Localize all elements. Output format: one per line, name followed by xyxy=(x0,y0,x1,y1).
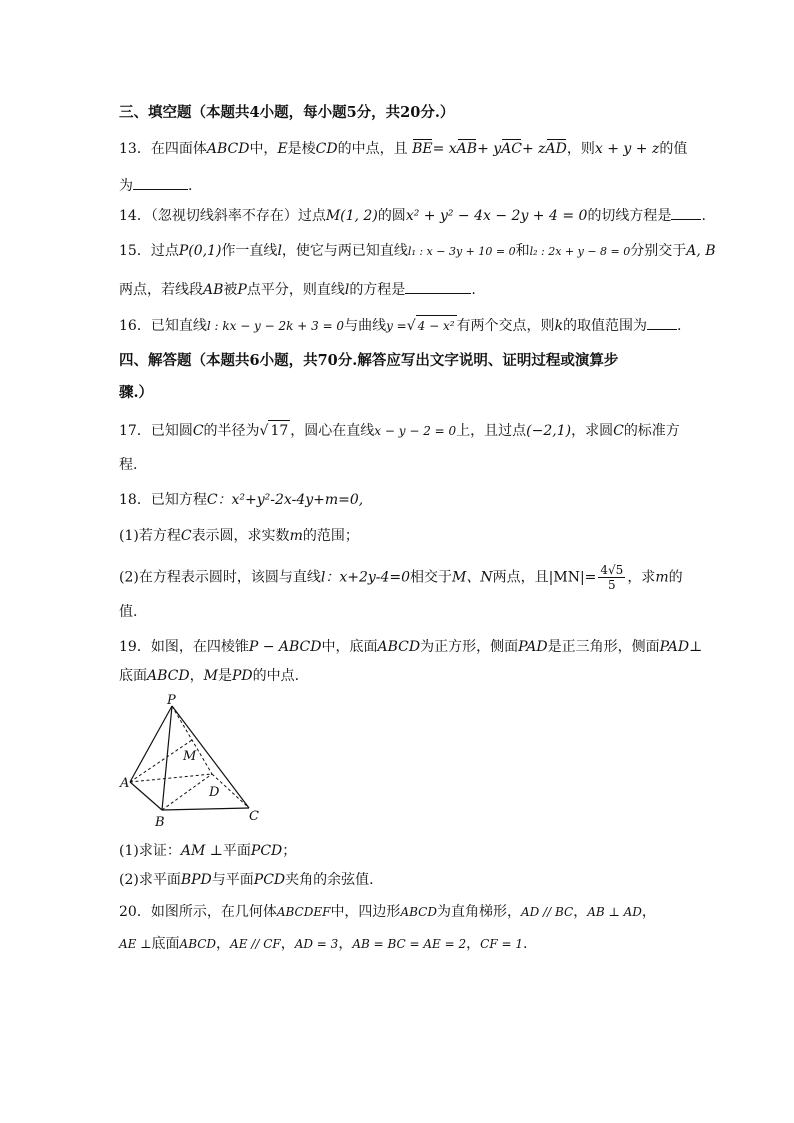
edge-ab xyxy=(130,782,162,810)
section-4-header-line-2: 骤.） xyxy=(119,384,154,401)
question-18-part-1: (1)若方程C表示圆，求实数m的范围； xyxy=(119,528,359,544)
edge-ad xyxy=(130,774,212,782)
question-17-line-1: 17．已知圆C的半径为√ 17 ，圆心在直线x − y − 2 = 0上，且过点(−2,1)，求圆C的标准方 xyxy=(119,420,680,441)
sqrt-radicand: 4 − x² xyxy=(416,315,457,336)
vector-ab: AB xyxy=(456,141,478,157)
question-16: 16．已知直线l : kx − y − 2k + 3 = 0与曲线y =√ 4 − x² 有两个交点，则k的取值范围为 . xyxy=(119,315,682,336)
question-14: 14．（忽视切线斜率不存在）过点M(1, 2)的圆x² + y² − 4x − 2y + 4 = 0的切线方程是 . xyxy=(119,205,706,226)
sqrt-17: 17 xyxy=(268,420,290,441)
label-c: C xyxy=(249,809,259,824)
section-4-header-line-1: 四、解答题（本题共6小题，共70分.解答应写出文字说明、证明过程或演算步 xyxy=(119,352,619,369)
question-18-part-2-line-2: 值. xyxy=(119,604,138,620)
answer-blank-16[interactable] xyxy=(647,315,677,330)
fraction-mn: $\frac{4√5}{5}$ xyxy=(600,563,624,592)
answer-blank-13[interactable] xyxy=(133,175,188,190)
question-19-line-2: 底面ABCD，M是PD的中点. xyxy=(119,668,300,684)
question-15-line-2: 两点，若线段AB被P点平分，则直线l的方程是 . xyxy=(119,279,476,300)
vector-ad: AD xyxy=(545,141,567,157)
answer-blank-14[interactable] xyxy=(671,205,701,220)
label-b: B xyxy=(155,815,165,830)
question-17-line-2: 程. xyxy=(119,457,138,473)
question-18-stem: 18．已知方程C：x²+y²-2x-4y+m=0, xyxy=(119,492,364,508)
question-15-line-1: 15．过点P(0,1)作一直线l，使它与两已知直线l₁ : x − 3y + 10 = 0和l₂ : 2x + y − 8 = 0分别交于A, B xyxy=(119,243,716,259)
label-p: P xyxy=(167,693,176,708)
question-19-part-2: (2)求平面BPD与平面PCD夹角的余弦值. xyxy=(119,872,374,888)
label-m: M xyxy=(183,749,197,764)
label-d: D xyxy=(209,785,220,800)
section-3-header: 三、填空题（本题共4小题，每小题5分，共20分.） xyxy=(119,104,455,121)
question-19-line-1: 19．如图，在四棱锥P − ABCD中，底面ABCD为正方形，侧面PAD是正三角形，侧面PAD⊥ xyxy=(119,639,703,655)
edge-bd xyxy=(162,774,212,810)
question-19-part-1: (1)求证：AM ⊥平面PCD； xyxy=(119,843,297,859)
question-13-line-2: 为 . xyxy=(119,175,192,196)
vector-ac: AC xyxy=(501,141,522,157)
vector-be: BE xyxy=(412,141,433,157)
label-a: A xyxy=(120,776,130,791)
question-13-line-1: 13．在四面体ABCD中，E是棱CD的中点，且 BE= xAB+ yAC+ zAD，则x + y + z的值 xyxy=(119,141,688,157)
question-20-line-2: AE ⊥底面ABCD，AE // CF，AD = 3，AB = BC = AE = 2，CF = 1. xyxy=(119,936,528,952)
question-18-part-2: (2)在方程表示圆时，该圆与直线l：x+2y-4=0相交于M、N两点，且|MN|= $\frac{4√5}{5}$ ，求m的 xyxy=(119,563,683,592)
question-20-line-1: 20．如图所示，在几何体ABCDEF中，四边形ABCD为直角梯形，AD // BC，AB ⊥ AD， xyxy=(119,904,656,920)
answer-blank-15[interactable] xyxy=(405,279,471,294)
pyramid-figure xyxy=(112,692,272,832)
edge-bc xyxy=(162,808,249,810)
